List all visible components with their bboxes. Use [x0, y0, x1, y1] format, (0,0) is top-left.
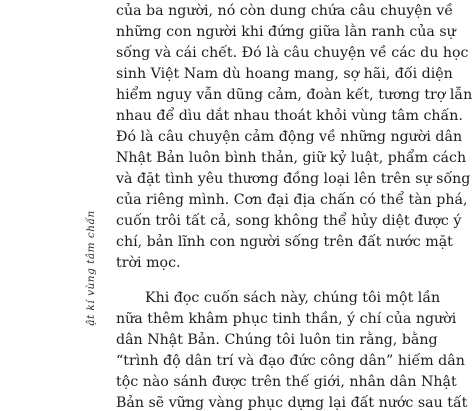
- text-line: sinh Việt Nam dù hoang mang, sợ hãi, đối diện: [116, 66, 453, 82]
- running-title: ật kí vùng tâm chấn: [84, 210, 97, 326]
- text-line: Đó là câu chuyện cảm động về những người dân: [116, 129, 463, 145]
- paragraph-first-line: Khi đọc cuốn sách này, chúng tôi một lần: [145, 290, 441, 306]
- text-line: trời mọc.: [116, 255, 181, 271]
- text-line: cuốn trôi tất cả, song không thể hủy diệt được ý: [116, 213, 462, 229]
- text-line: “trình độ dân trí và đạo đức công dân” hiếm dân: [116, 353, 465, 369]
- text-line: nhau để dìu dắt nhau thoát khỏi vùng tâm chấn.: [116, 108, 463, 124]
- text-line: Bản sẽ vững vàng phục dựng lại đất nước sau tất: [116, 395, 468, 411]
- text-line: và đặt tình yêu thương đồng loại lên trên sự sống: [116, 171, 471, 187]
- text-line: của ba người, nó còn dung chứa câu chuyện về: [116, 3, 454, 19]
- text-line: sống và cái chết. Đó là câu chuyện về các du học: [116, 45, 469, 61]
- text-line: chí, bản lĩnh con người sống trên đất nước mặt: [116, 234, 453, 250]
- text-line: dân Nhật Bản. Chúng tôi luôn tin rằng, bằng: [116, 332, 438, 348]
- text-line: của riêng mình. Cơn đại địa chấn có thể tàn phá,: [116, 192, 468, 208]
- text-line: tộc nào sánh được trên thế giới, nhân dân Nhật: [116, 374, 457, 390]
- text-line: nữa thêm khâm phục tinh thần, ý chí của người: [116, 311, 457, 327]
- text-line: những con người khi đứng giữa lằn ranh của sự: [116, 24, 456, 40]
- text-line: Nhật Bản luôn bình thản, giữ kỷ luật, phẩm cách: [116, 150, 467, 166]
- text-line: hiểm nguy vẫn dũng cảm, đoàn kết, tương trợ lẫn: [116, 87, 472, 103]
